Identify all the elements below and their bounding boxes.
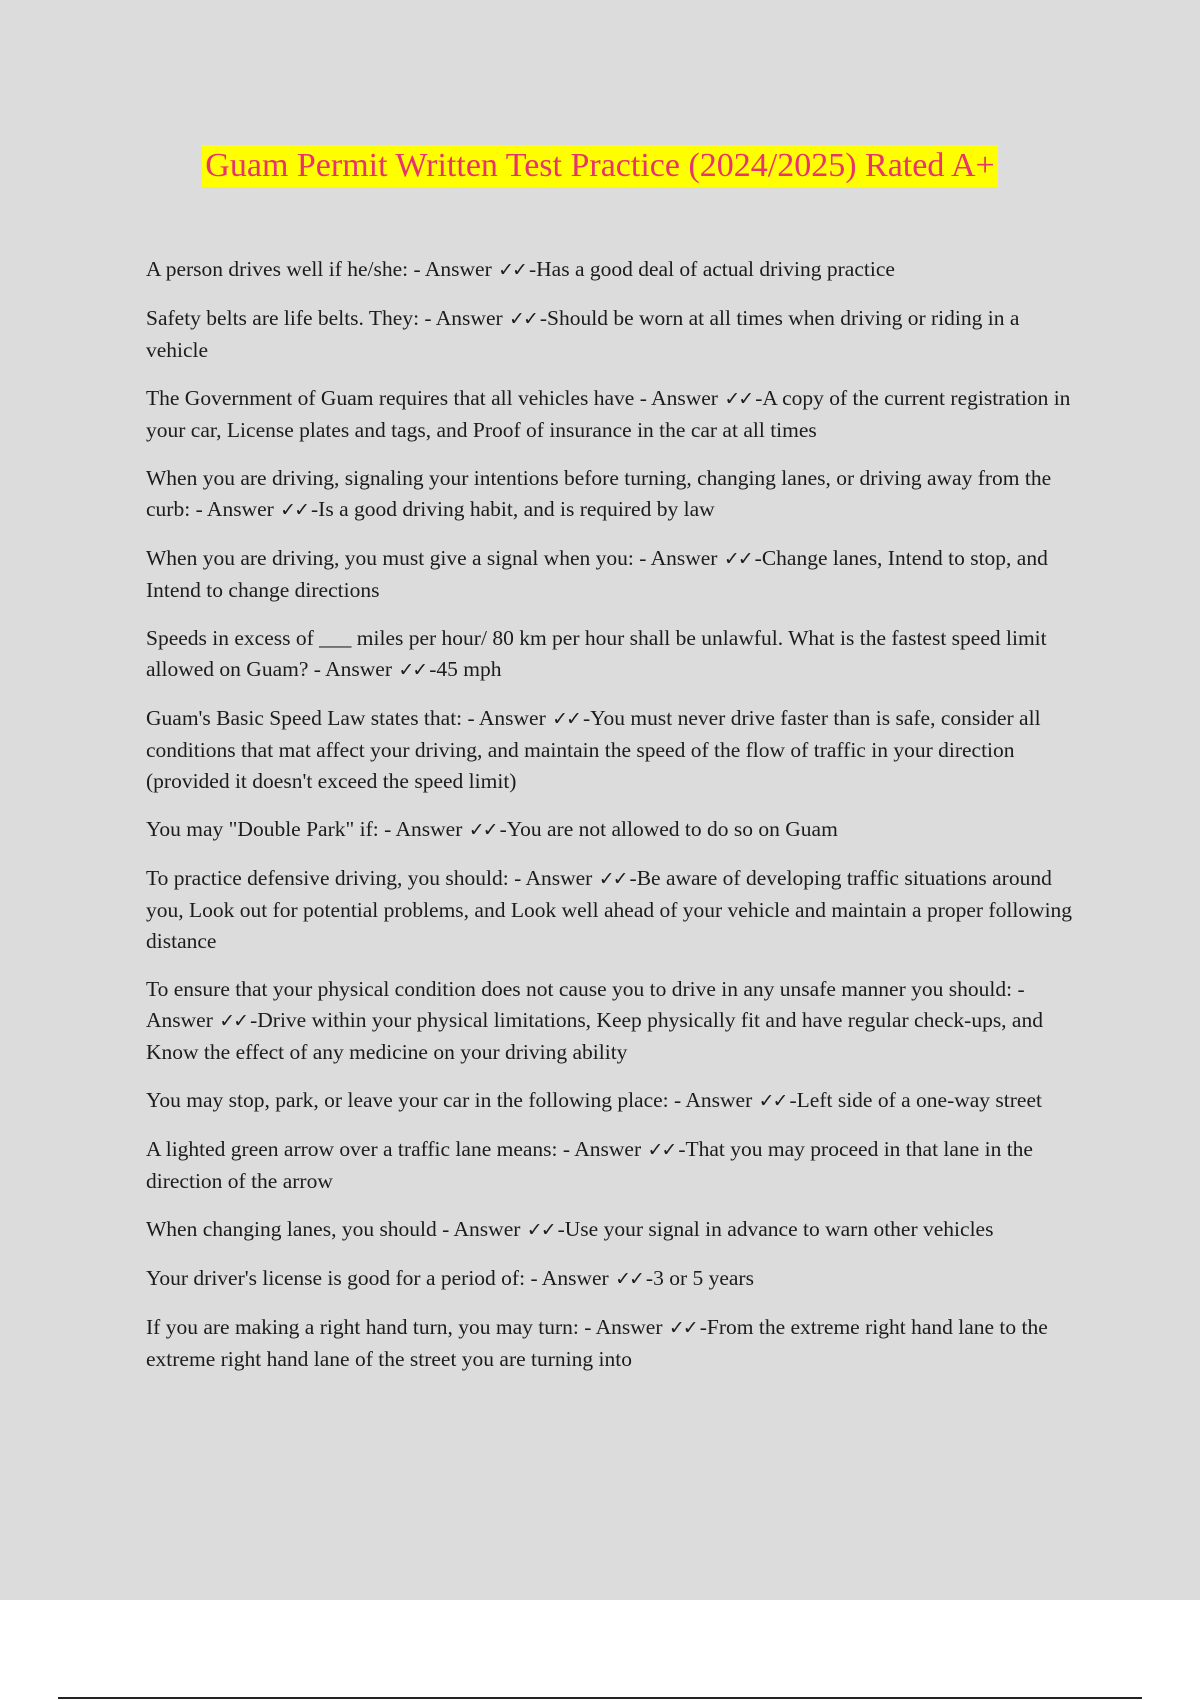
question-text: When you are driving, signaling your intentions before turning, changing lanes, or driving away from the curb: <box>146 466 1052 521</box>
answer-separator: - Answer <box>146 977 1025 1032</box>
qa-item <box>146 1214 1086 1246</box>
double-check-icon: ✓✓ <box>498 259 526 281</box>
answer-text: -Is a good driving habit, and is required by law <box>311 497 715 521</box>
answer-text: -A copy of the current registration in your car, License plates and tags, and Proof of insurance in the car at all times <box>146 386 1071 442</box>
answer-separator: - Answer <box>634 386 724 410</box>
question-text: Your driver's license is good for a period of: <box>146 1266 526 1290</box>
qa-item <box>146 1134 1086 1197</box>
answer-text: -Left side of a one-way street <box>789 1088 1042 1112</box>
question-text: Guam's Basic Speed Law states that: <box>146 706 463 730</box>
title-container <box>0 145 1200 187</box>
answer-text: -You are not allowed to do so on Guam <box>499 817 838 841</box>
answer-text: -Be aware of developing traffic situations around you, Look out for potential problems, and Look well ahead of your vehicle and maintain a proper following distance <box>146 866 1073 953</box>
answer-separator: - Answer <box>525 1266 615 1290</box>
answer-text: -Drive within your physical limitations, Keep physically fit and have regular check-ups, and Know the effect of any medicine on your driving ability <box>146 1008 1043 1064</box>
double-check-icon: ✓✓ <box>668 1317 697 1339</box>
double-check-icon: ✓✓ <box>526 1219 555 1241</box>
question-text: If you are making a right hand turn, you may turn: <box>146 1315 579 1339</box>
qa-item <box>146 463 1086 526</box>
double-check-icon: ✓✓ <box>724 388 753 410</box>
question-text: You may stop, park, or leave your car in the following place: <box>146 1088 669 1112</box>
answer-text: -3 or 5 years <box>645 1266 754 1290</box>
question-text: The Government of Guam requires that all vehicles have <box>146 386 635 410</box>
question-text: To ensure that your physical condition does not cause you to drive in any unsafe manner you should: <box>146 977 1013 1001</box>
double-check-icon: ✓✓ <box>280 499 309 521</box>
answer-separator: - Answer <box>378 817 468 841</box>
question-text: When changing lanes, you should <box>146 1217 437 1241</box>
qa-item <box>146 863 1086 957</box>
question-text: A lighted green arrow over a traffic lane means: <box>146 1137 558 1161</box>
footer-divider <box>58 1697 1142 1699</box>
qa-item <box>146 303 1086 366</box>
answer-separator: - Answer <box>462 706 552 730</box>
double-check-icon: ✓✓ <box>552 708 580 730</box>
double-check-icon: ✓✓ <box>758 1090 787 1112</box>
answer-text: -Use your signal in advance to warn other vehicles <box>557 1217 994 1241</box>
question-text: To practice defensive driving, you should: <box>146 866 509 890</box>
answer-separator: - Answer <box>508 866 598 890</box>
double-check-icon: ✓✓ <box>398 659 427 681</box>
question-text: You may "Double Park" if: <box>146 817 379 841</box>
question-text: When you are driving, you must give a signal when you: <box>146 546 634 570</box>
question-text: A person drives well if he/she: <box>146 257 409 281</box>
answer-text: -That you may proceed in that lane in the direction of the arrow <box>146 1137 1033 1193</box>
answer-separator: - Answer <box>668 1088 758 1112</box>
page-title: Guam Permit Written Test Practice (2024/2025) Rated A+ <box>202 145 997 187</box>
question-text: Speeds in excess of ___ miles per hour/ 80 km per hour shall be unlawful. What is the fastest speed limit allowed on Guam? <box>146 626 1047 681</box>
question-text: Safety belts are life belts. They: <box>146 306 420 330</box>
double-check-icon: ✓✓ <box>509 308 537 330</box>
double-check-icon: ✓✓ <box>219 1010 248 1032</box>
answer-separator: - Answer <box>578 1315 668 1339</box>
qa-item <box>146 1263 1086 1295</box>
answer-text: -Should be worn at all times when driving or riding in a vehicle <box>146 306 1020 362</box>
qa-item <box>146 623 1086 686</box>
answer-separator: - Answer <box>557 1137 647 1161</box>
answer-separator: - Answer <box>419 306 509 330</box>
answer-separator: - Answer <box>308 657 398 681</box>
double-check-icon: ✓✓ <box>723 548 752 570</box>
answer-text: -Has a good deal of actual driving practice <box>528 257 895 281</box>
qa-item <box>146 814 1086 846</box>
answer-text: -Change lanes, Intend to stop, and Intend to change directions <box>146 546 1048 602</box>
qa-item <box>146 383 1086 446</box>
answer-text: -From the extreme right hand lane to the extreme right hand lane of the street you are turning into <box>146 1315 1048 1371</box>
answer-separator: - Answer <box>190 497 280 521</box>
qa-item <box>146 1312 1086 1375</box>
qa-item <box>146 1085 1086 1117</box>
answer-text: -45 mph <box>429 657 502 681</box>
double-check-icon: ✓✓ <box>598 868 627 890</box>
double-check-icon: ✓✓ <box>468 819 497 841</box>
answer-text: -You must never drive faster than is safe, consider all conditions that mat affect your driving, and maintain the speed of the flow of traffic in your direction (provided it doesn't exceed the speed limit) <box>146 706 1041 793</box>
qa-list <box>146 254 1086 1392</box>
qa-item <box>146 254 1086 286</box>
qa-item <box>146 974 1086 1068</box>
double-check-icon: ✓✓ <box>615 1268 643 1290</box>
answer-separator: - Answer <box>408 257 498 281</box>
page-footer <box>0 1600 1200 1700</box>
qa-item <box>146 543 1086 606</box>
qa-item <box>146 703 1086 797</box>
answer-separator: - Answer <box>436 1217 526 1241</box>
double-check-icon: ✓✓ <box>647 1139 676 1161</box>
answer-separator: - Answer <box>633 546 723 570</box>
